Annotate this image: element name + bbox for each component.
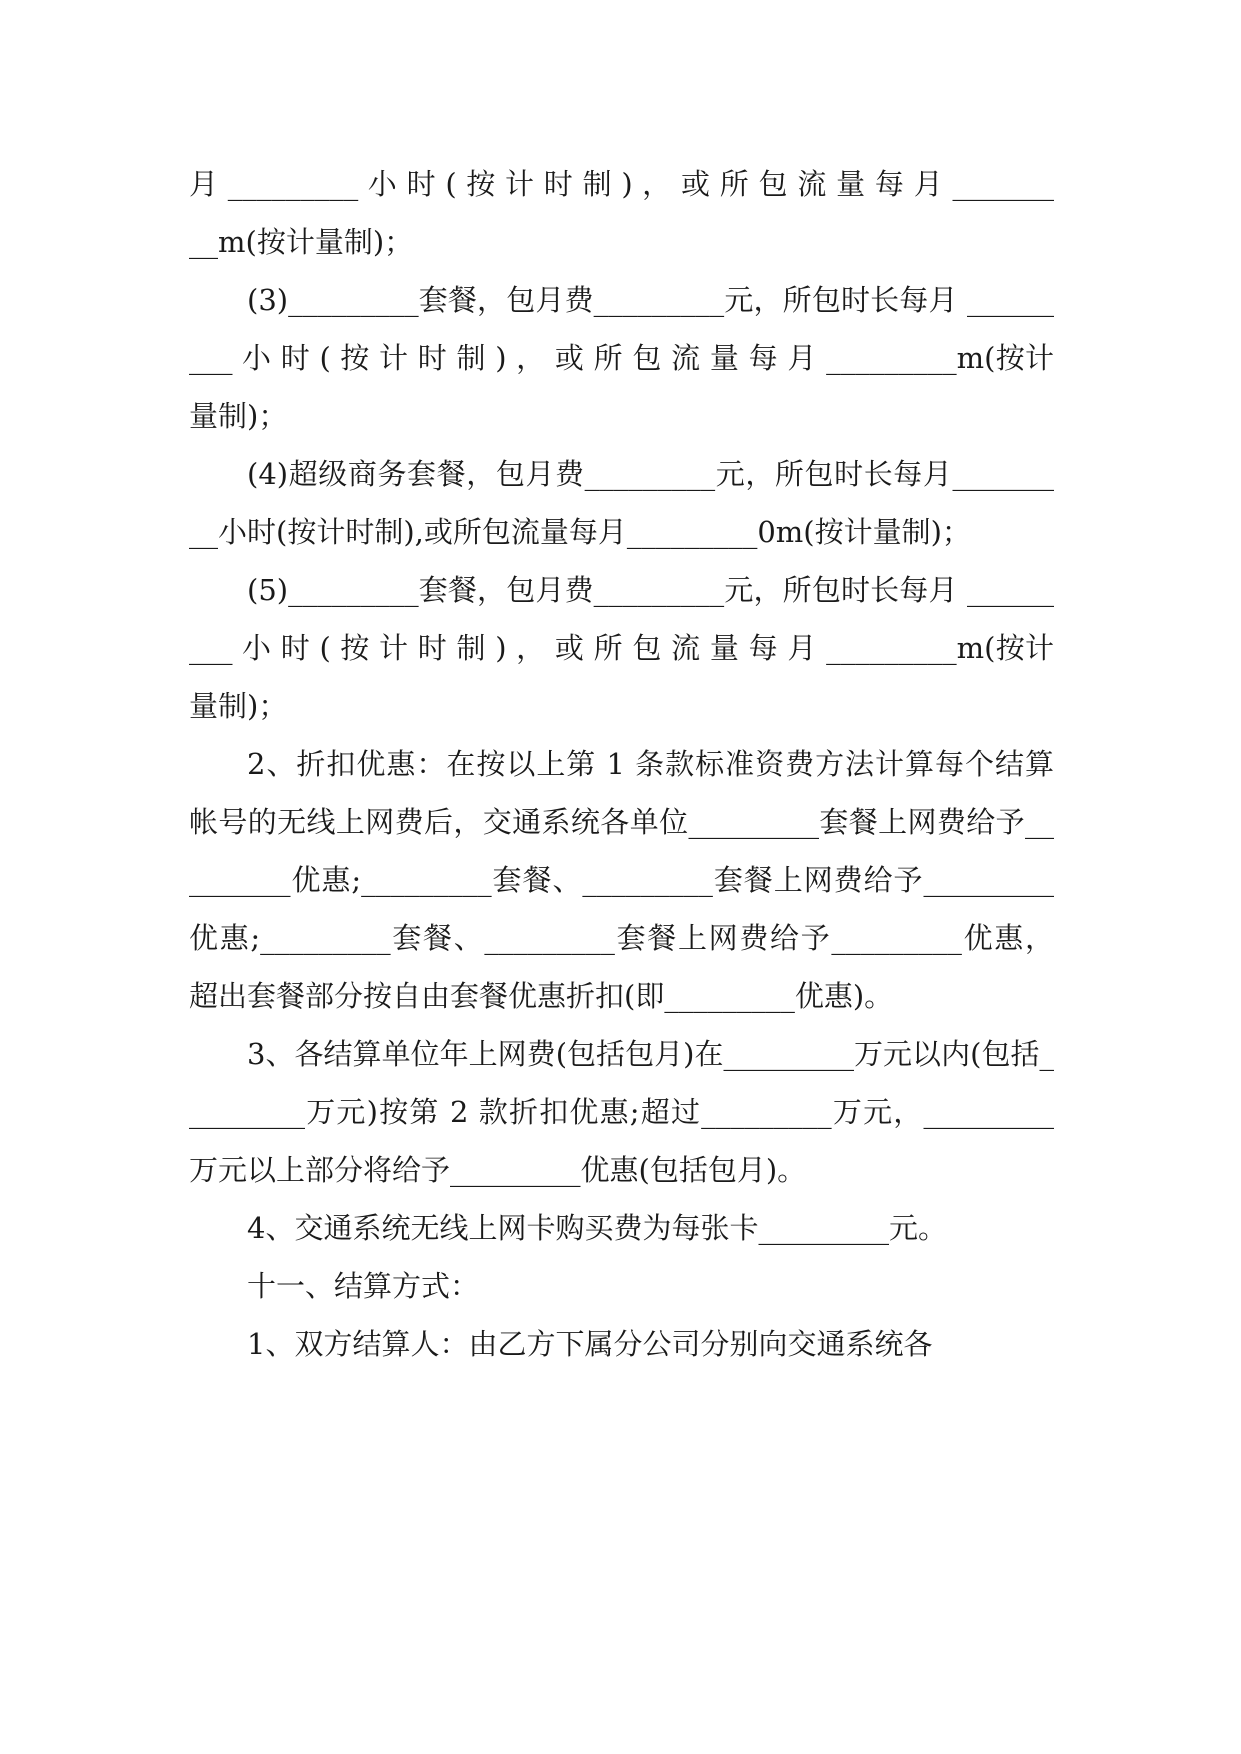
paragraph-package-continuation: 月 _________ 小 时 ( 按 计 时 制 ) ， 或 所 包 流 量 每 月 _________m(按计量制)； <box>189 167 1054 259</box>
paragraph-package-item-3: (3)_________套餐，包月费_________元，所包时长每月 _________ 小 时 ( 按 计 时 制 ) ， 或 所 包 流 量 每 月 _________m(按计量制)； <box>189 283 1054 433</box>
section-heading-settlement: 十一、结算方式： <box>247 1269 480 1303</box>
paragraph-package-item-5: (5)_________套餐，包月费_________元，所包时长每月 _________ 小 时 ( 按 计 时 制 ) ， 或 所 包 流 量 每 月 _________m(按计量制)； <box>189 573 1054 723</box>
paragraph-package-item-4: (4)超级商务套餐，包月费_________元，所包时长每月_________小时(按计时制),或所包流量每月_________0m(按计量制)； <box>189 457 1054 549</box>
paragraph-annual-fee-clause: 3、各结算单位年上网费(包括包月)在_________万元以内(包括_________万元)按第 2 款折扣优惠;超过_________万元，_________万元以上部分将给予_________优惠(包括包月)。 <box>189 1037 1054 1187</box>
paragraph-card-fee-clause: 4、交通系统无线上网卡购买费为每张卡_________元。 <box>247 1211 947 1245</box>
paragraph-discount-clause: 2、折扣优惠：在按以上第 1 条款标准资费方法计算每个结算帐号的无线上网费后，交通系统各单位_________套餐上网费给予_________优惠;_________套餐、_________套餐上网费给予_________优惠;_________套餐、_________套餐上网费给予_________优惠，超出套餐部分按自由套餐优惠折扣(即_________优惠)。 <box>189 747 1054 1013</box>
paragraph-settlement-parties: 1、双方结算人：由乙方下属分公司分别向交通系统各 <box>247 1327 933 1361</box>
document-body <box>189 155 1054 1373</box>
